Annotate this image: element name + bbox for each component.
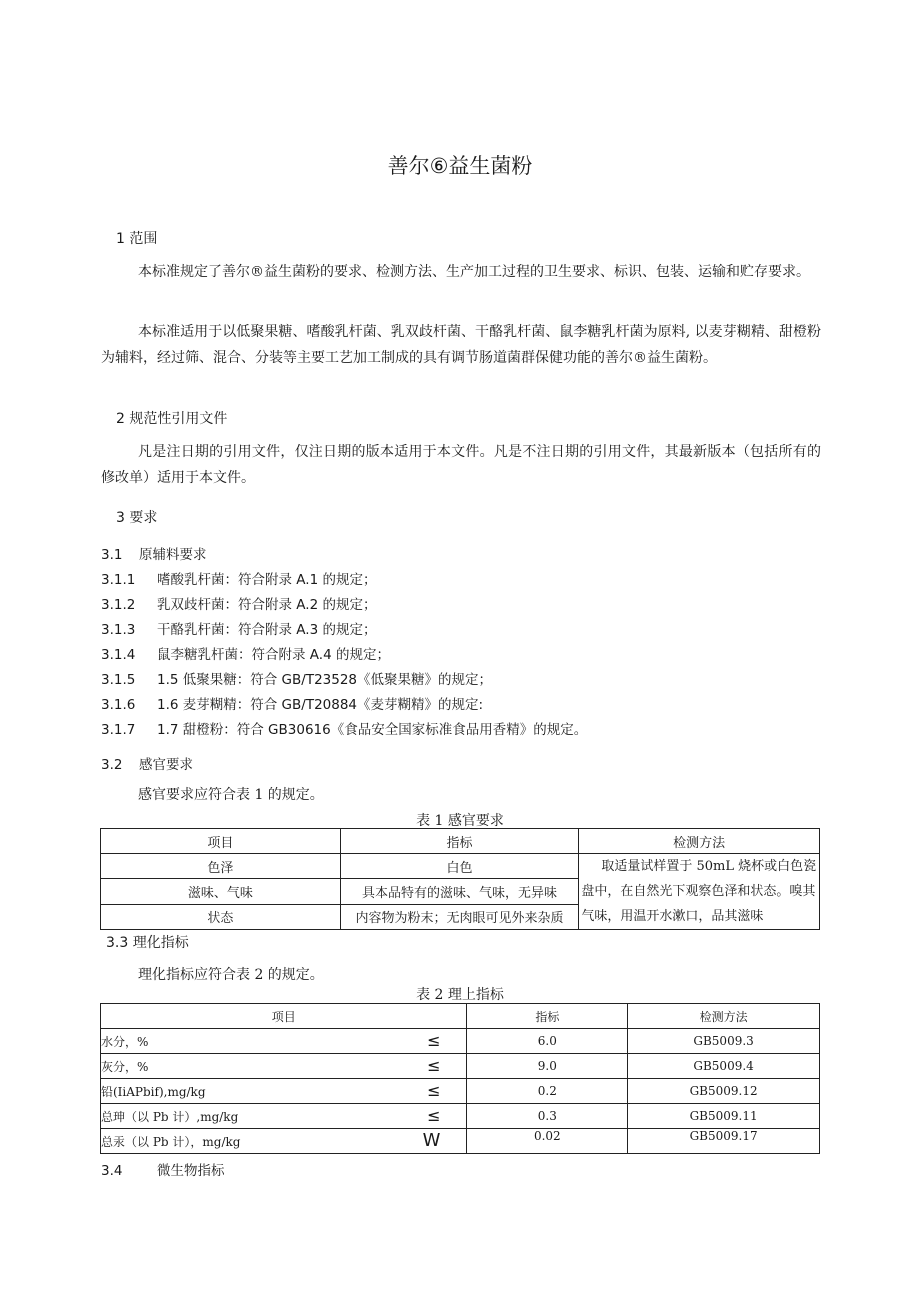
item-cell — [101, 1129, 467, 1154]
method-cell: GB5009.3 — [628, 1029, 820, 1054]
item-number: 3.1.6 — [101, 697, 136, 713]
section-label: 感官要求 — [139, 757, 193, 773]
item-number: 3.1.3 — [101, 622, 136, 638]
physicochemical-table — [100, 1003, 820, 1154]
section-2-heading: 2 规范性引用文件 — [116, 411, 228, 427]
table-row — [101, 854, 820, 879]
table-header-row — [101, 829, 820, 854]
list-item — [101, 668, 492, 688]
header-cell: 项目 — [101, 829, 341, 854]
header-cell: 检测方法 — [628, 1004, 820, 1029]
item-text: 鼠李糖乳杆菌：符合附录 A.4 的规定； — [157, 647, 390, 663]
item-text: 干酪乳杆菌：符合附录 A.3 的规定； — [157, 622, 377, 638]
comparison-symbol: ≤ — [427, 1030, 441, 1050]
table-row — [101, 1079, 820, 1104]
method-cell — [579, 854, 820, 930]
item-text: 1.7 甜橙粉：符合 GB30616《食品安全国家标准食品用香精》的规定。 — [157, 722, 588, 738]
method-text: 取适量试样置于 50mL 烧杯或白色瓷盘中，在自然光下观察色泽和状态。嗅其气味，用温开水漱口，品其滋味 — [581, 859, 817, 924]
comparison-symbol: W — [422, 1129, 441, 1151]
item-number: 3.1.1 — [101, 572, 136, 588]
comparison-symbol: ≤ — [427, 1055, 441, 1075]
table-header-row — [101, 1004, 820, 1029]
method-cell: GB5009.11 — [628, 1104, 820, 1129]
document-title: 善尔⑥益生菌粉 — [387, 154, 533, 178]
value-cell: 内容物为粉末；无肉眼可见外来杂质 — [340, 904, 579, 929]
section-label: 微生物指标 — [157, 1163, 225, 1179]
table-row — [101, 1129, 820, 1154]
method-cell: GB5009.17 — [628, 1129, 820, 1154]
section-number: 3.1 — [101, 547, 123, 563]
list-item — [101, 568, 376, 588]
section-3-heading: 3 要求 — [116, 510, 158, 526]
item-number: 3.1.2 — [101, 597, 136, 613]
item-label: 灰分，% — [101, 1059, 149, 1074]
value-cell: 9.0 — [467, 1054, 628, 1079]
list-item — [101, 593, 376, 613]
item-text: 1.6 麦芽糊精：符合 GB/T20884《麦芽糊精》的规定: — [157, 697, 484, 713]
section-number: 3.2 — [101, 757, 123, 773]
list-item — [101, 693, 483, 713]
list-item — [101, 718, 587, 738]
table-row — [101, 1104, 820, 1129]
item-number: 3.1.5 — [101, 672, 136, 688]
value-cell: 0.02 — [467, 1129, 628, 1154]
value-cell: 6.0 — [467, 1029, 628, 1054]
section-3-4-heading — [101, 1159, 225, 1179]
item-cell — [101, 1029, 467, 1054]
item-label: 水分，% — [101, 1034, 149, 1049]
value-cell: 白色 — [340, 854, 579, 879]
header-cell: 指标 — [467, 1004, 628, 1029]
section-3-2-heading — [101, 753, 193, 773]
item-cell — [101, 1054, 467, 1079]
value-cell: 具本品特有的滋味、气味，无异味 — [340, 879, 579, 904]
method-cell: GB5009.12 — [628, 1079, 820, 1104]
item-label: 铅(IiAPbif),mg/kg — [101, 1084, 206, 1099]
section-1-heading: 1 范围 — [116, 231, 158, 247]
header-cell: 项目 — [101, 1004, 467, 1029]
item-label: 总汞（以 Pb 计），mg/kg — [101, 1134, 241, 1149]
item-label: 总珅（以 Pb 计）,mg/kg — [101, 1109, 239, 1124]
section-1-paragraph-2: 本标准适用于以低聚果糖、嗜酸乳杆菌、乳双歧杆菌、干酪乳杆菌、鼠李糖乳杆菌为原料, 以麦芽糊精、甜橙粉为辅料，经过筛、混合、分装等主要工艺加工制成的具有调节肠道菌群保健功能的善尔®益生菌粉。 — [101, 324, 821, 366]
section-number: 3.4 — [101, 1163, 123, 1179]
item-text: 1.5 低聚果糖：符合 GB/T23528《低聚果糖》的规定； — [157, 672, 493, 688]
item-cell — [101, 1104, 467, 1129]
table-2-caption: 表 2 理上指标 — [416, 987, 504, 1003]
value-cell: 0.3 — [467, 1104, 628, 1129]
header-cell: 指标 — [340, 829, 579, 854]
section-3-1-heading — [101, 543, 207, 563]
sensory-table — [100, 828, 820, 930]
table-row — [101, 1054, 820, 1079]
item-cell: 滋味、气味 — [101, 879, 341, 904]
item-cell: 状态 — [101, 904, 341, 929]
item-text: 乳双歧杆菌：符合附录 A.2 的规定； — [157, 597, 377, 613]
section-3-2-paragraph: 感官要求应符合表 1 的规定。 — [138, 787, 324, 803]
method-cell: GB5009.4 — [628, 1054, 820, 1079]
comparison-symbol: ≤ — [427, 1105, 441, 1125]
section-label: 原辅料要求 — [139, 547, 207, 563]
list-item — [101, 618, 376, 638]
header-cell: 检测方法 — [579, 829, 820, 854]
section-2-paragraph: 凡是注日期的引用文件，仅注日期的版本适用于本文件。凡是不注日期的引用文件，其最新版本（包括所有的修改单）适用于本文件。 — [101, 444, 821, 486]
value-cell: 0.2 — [467, 1079, 628, 1104]
item-cell — [101, 1079, 467, 1104]
section-1-paragraph-1: 本标准规定了善尔®益生菌粉的要求、检测方法、生产加工过程的卫生要求、标识、包装、运输和贮存要求。 — [138, 264, 810, 280]
item-cell: 色泽 — [101, 854, 341, 879]
list-item — [101, 643, 390, 663]
table-1-caption: 表 1 感官要求 — [416, 813, 504, 829]
item-number: 3.1.7 — [101, 722, 136, 738]
item-number: 3.1.4 — [101, 647, 136, 663]
comparison-symbol: ≤ — [427, 1080, 441, 1100]
table-row — [101, 1029, 820, 1054]
item-text: 嗜酸乳杆菌：符合附录 A.1 的规定； — [157, 572, 377, 588]
section-3-3-heading: 3.3 理化指标 — [106, 935, 189, 951]
section-3-3-paragraph: 理化指标应符合表 2 的规定。 — [138, 967, 324, 983]
